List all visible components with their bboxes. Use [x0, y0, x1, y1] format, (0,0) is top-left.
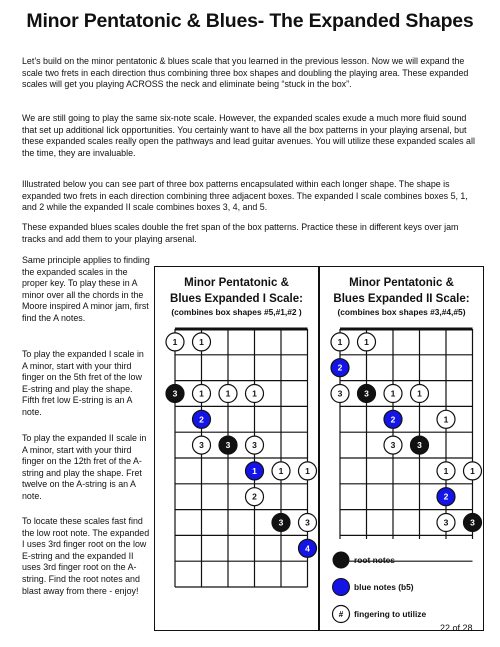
note-root-fret3-string1 [166, 385, 184, 403]
note-blue-fret9-string6 [299, 539, 317, 557]
note-label: 2 [199, 414, 204, 425]
note-label: 3 [172, 388, 178, 399]
legend-root-label: root notes [354, 555, 395, 565]
note-label: 1 [337, 336, 343, 347]
note-finger-fret1-string2 [193, 333, 211, 351]
note-root-fret8-string6 [464, 514, 482, 532]
note-label: 1 [225, 388, 231, 399]
side-text-expanded-i: To play the expanded I scale in A minor, start with your third finger on the 5th fret of the low E-string and play the shape. Fifth fret low E-string is an A note. [22, 349, 144, 417]
note-finger-fret1-string1 [166, 333, 184, 351]
legend-swatches [330, 549, 352, 629]
note-finger-fret3-string2 [193, 385, 211, 403]
note-finger-fret3-string3 [384, 385, 402, 403]
diagram-subtitle: (combines box shapes #5,#1,#2 ) [171, 307, 302, 317]
note-finger-fret7-string4 [246, 488, 264, 506]
note-label: 3 [337, 388, 343, 399]
note-label: 3 [252, 440, 257, 451]
note-label: 1 [364, 336, 369, 347]
note-label: 1 [199, 336, 204, 347]
six-note-paragraph: We are still going to play the same six-note scale. However, the expanded scales exude a much more fluid sound that set up additional lick opportunities. You certainly want to have all the box patterns in your playing arsenal, but these expanded scales really open the pathways and lead guitar avenues. You will utilize these expanded scales all the time, they are invaluable. [22, 113, 475, 158]
note-label: 1 [252, 388, 257, 399]
note-label: 1 [390, 388, 396, 399]
note-label: 1 [470, 465, 475, 476]
note-finger-fret5-string4 [246, 436, 264, 454]
fretboard-diagram-expanded-i [155, 267, 320, 632]
expanded-i-diagram-panel [154, 266, 319, 631]
note-label: 3 [390, 440, 396, 451]
note-label: 1 [417, 388, 422, 399]
note-finger-fret6-string6 [464, 462, 482, 480]
note-label: 4 [305, 543, 310, 554]
note-root-fret3-string2 [358, 385, 376, 403]
legend-root-swatch [333, 552, 350, 569]
side-text-principle: Same principle applies to finding the expanded scales in the proper key. To play these in A minor over all the chords in the Moore inspired A minor jam, first find the A notes. [22, 255, 150, 323]
note-label: 3 [278, 517, 284, 528]
note-finger-fret1-string2 [358, 333, 376, 351]
note-label: 3 [443, 517, 449, 528]
note-root-fret5-string4 [411, 436, 429, 454]
legend-finger-label: fingering to utilize [354, 609, 427, 619]
note-finger-fret6-string6 [299, 462, 317, 480]
diagram-subtitle: (combines box shapes #3,#4,#5) [337, 307, 466, 317]
note-label: 1 [252, 465, 257, 476]
note-finger-fret5-string2 [193, 436, 211, 454]
note-label: 3 [364, 388, 369, 399]
note-label: 1 [172, 336, 178, 347]
page-title: Minor Pentatonic & Blues- The Expanded Shapes [26, 10, 474, 32]
legend-blue-swatch [333, 579, 350, 596]
note-root-fret8-string5 [272, 514, 290, 532]
note-label: 2 [252, 491, 257, 502]
side-text-locate: To locate these scales fast find the low root note. The expanded I uses 3rd finger root on the low E-string and the expanded II uses 3rd finger root on the A-string. Find the root notes and blast away from there - enjoy! [22, 516, 150, 596]
note-label: 3 [470, 517, 475, 528]
illustration-paragraph: Illustrated below you can see part of three box patterns encapsulated within each longer shape. The shape is expanded two frets in each direction combining three adjacent boxes. The expanded I scale combines boxes 5, 1, and 2 while the expanded II scale combines boxes 3, 4, and 5. [22, 179, 468, 213]
note-finger-fret8-string6 [299, 514, 317, 532]
diagram-title-line2: Blues Expanded I Scale: [170, 293, 303, 305]
note-label: 2 [390, 414, 396, 425]
page-number: 22 of 28 [440, 623, 473, 633]
legend-finger-symbol: # [338, 610, 344, 619]
expanded-ii-diagram-panel [319, 266, 484, 631]
note-label: 1 [278, 465, 284, 476]
diagram-title-line1: Minor Pentatonic & [349, 277, 454, 289]
note-finger-fret8-string5 [437, 514, 455, 532]
note-finger-fret3-string1 [331, 385, 349, 403]
practice-paragraph: These expanded blues scales double the fret span of the box patterns. Practice these in different keys over jam tracks and add them to your playing arsenal. [22, 222, 459, 244]
note-finger-fret4-string5 [437, 410, 455, 428]
note-label: 3 [225, 440, 231, 451]
note-root-fret5-string3 [219, 436, 237, 454]
note-finger-fret5-string3 [384, 436, 402, 454]
note-finger-fret1-string1 [331, 333, 349, 351]
note-blue-fret4-string2 [193, 410, 211, 428]
note-finger-fret3-string4 [246, 385, 264, 403]
note-label: 2 [443, 491, 449, 502]
intro-paragraph: Let’s build on the minor pentatonic & blues scale that you learned in the previous lesson. Now we will expand the scale two frets in each direction thus combining three box shapes and doubling the playing area. These expanded scales will get you playing ACROSS the neck and eliminate being “stuck in the box”. [22, 56, 469, 90]
note-label: 3 [417, 440, 422, 451]
note-label: 3 [305, 517, 310, 528]
note-label: 1 [443, 414, 449, 425]
legend-blue-label: blue notes (b5) [354, 582, 414, 592]
diagram-title-line2: Blues Expanded II Scale: [333, 293, 470, 305]
note-label: 2 [337, 362, 343, 373]
diagram-title-line1: Minor Pentatonic & [184, 277, 289, 289]
note-label: 1 [443, 465, 449, 476]
note-blue-fret2-string1 [331, 359, 349, 377]
note-finger-fret6-string5 [437, 462, 455, 480]
note-blue-fret7-string5 [437, 488, 455, 506]
note-blue-fret4-string3 [384, 410, 402, 428]
note-finger-fret3-string3 [219, 385, 237, 403]
note-finger-fret3-string4 [411, 385, 429, 403]
note-label: 3 [199, 440, 204, 451]
note-finger-fret6-string5 [272, 462, 290, 480]
side-text-expanded-ii: To play the expanded II scale in A minor, start with your third finger on the 12th fret of the A-string and play the shape. Fret twelve on the A-string is an A note. [22, 433, 147, 501]
note-label: 1 [199, 388, 204, 399]
note-label: 1 [305, 465, 310, 476]
note-blue-fret6-string4 [246, 462, 264, 480]
